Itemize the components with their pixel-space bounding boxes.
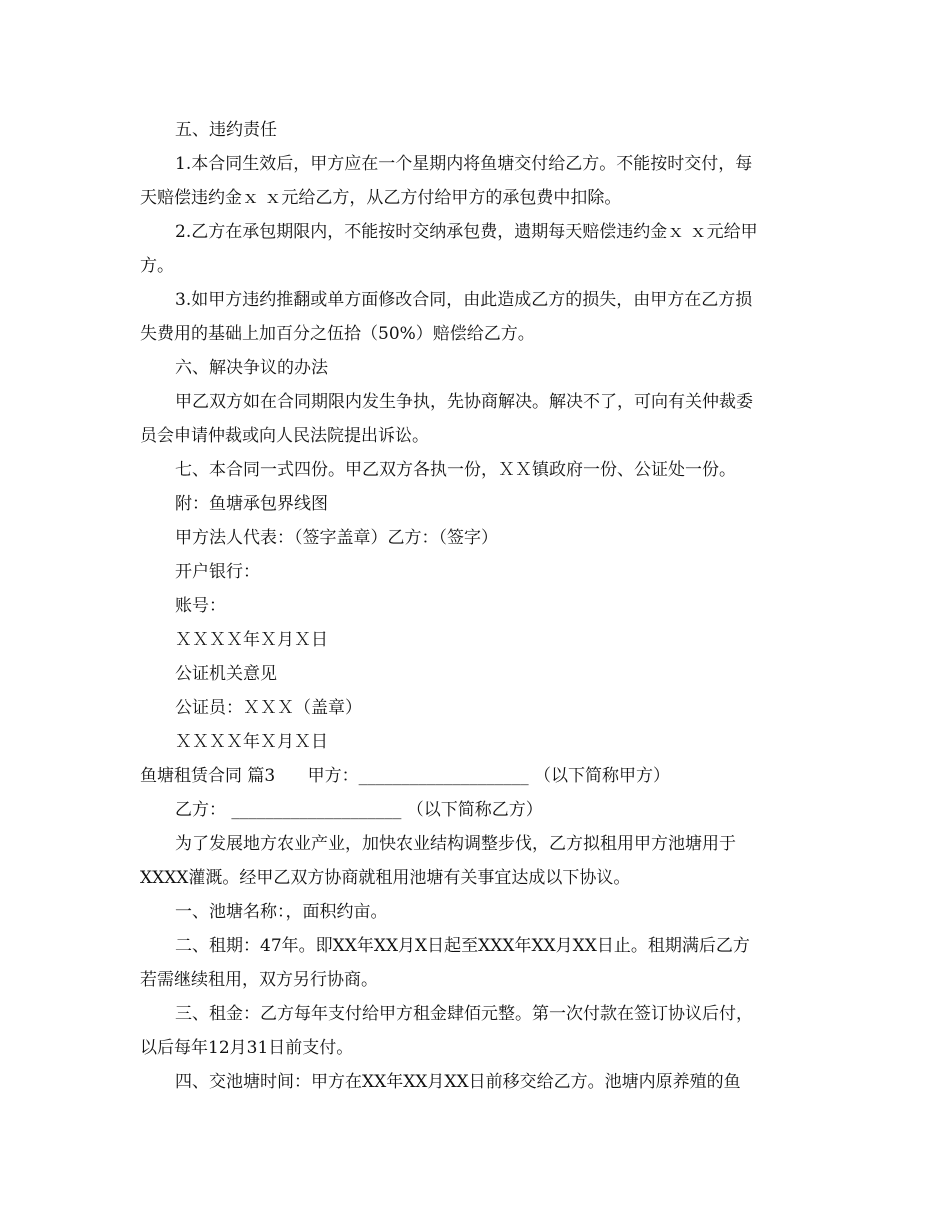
signature-line: 甲方法人代表：（签字盖章）乙方：（签字）: [175, 528, 498, 548]
notary-opinion-line: 公证机关意见: [175, 664, 277, 684]
paragraph-line: 3.如甲方违约推翻或单方面修改合同，由此造成乙方的损失，由甲方在乙方损: [175, 290, 753, 310]
paragraph-line: 天赔偿违约金ｘ ｘ元给乙方，从乙方付给甲方的承包费中扣除。: [140, 188, 622, 208]
section-heading-copies: 七、本合同一式四份。甲乙双方各执一份，ＸＸ镇政府一份、公证处一份。: [175, 460, 736, 480]
paragraph-line: 失费用的基础上加百分之伍拾（50%）赔偿给乙方。: [140, 324, 535, 344]
paragraph-line: 若需继续租用，双方另行协商。: [140, 970, 378, 990]
paragraph-line: 甲乙双方如在合同期限内发生争执，先协商解决。解决不了，可向有关仲裁委: [175, 392, 753, 412]
notary-line: 公证员：ＸＸＸ（盖章）: [175, 698, 362, 718]
paragraph-line: XXXX灌溉。经甲乙双方协商就租用池塘有关事宜达成以下协议。: [140, 868, 631, 888]
section-heading-breach-liability: 五、违约责任: [175, 120, 277, 140]
date-line: ＸＸＸＸ年Ｘ月Ｘ日: [175, 732, 328, 752]
date-line: ＸＸＸＸ年Ｘ月Ｘ日: [175, 630, 328, 650]
contract-title-line: 鱼塘租赁合同 篇3 甲方：____________________ （以下简称甲方）: [140, 766, 671, 786]
paragraph-line: 1.本合同生效后，甲方应在一个星期内将鱼塘交付给乙方。不能按时交付，每: [175, 154, 753, 174]
section-heading-dispute: 六、解决争议的办法: [175, 358, 328, 378]
paragraph-line: 员会申请仲裁或向人民法院提出诉讼。: [140, 426, 429, 446]
attachment-line: 附：鱼塘承包界线图: [175, 494, 328, 514]
bank-line: 开户银行：: [175, 562, 260, 582]
account-line: 账号：: [175, 596, 226, 616]
paragraph-line: 为了发展地方农业产业，加快农业结构调整步伐，乙方拟租用甲方池塘用于: [175, 834, 736, 854]
paragraph-line: 方。: [140, 256, 174, 276]
party-b-line: 乙方： ____________________ （以下简称乙方）: [175, 800, 543, 820]
paragraph-line: 以后每年12月31日前支付。: [140, 1038, 354, 1058]
clause-handover: 四、交池塘时间：甲方在XX年XX月XX日前移交给乙方。池塘内原养殖的鱼: [175, 1072, 741, 1092]
clause-rent: 三、租金：乙方每年支付给甲方租金肆佰元整。第一次付款在签订协议后付，: [175, 1004, 753, 1024]
paragraph-line: 2.乙方在承包期限内，不能按时交纳承包费，遗期每天赔偿违约金ｘ ｘ元给甲: [175, 222, 758, 242]
clause-lease-term: 二、租期：47年。即XX年XX月X日起至XXX年XX月XX日止。租期满后乙方: [175, 936, 750, 956]
clause-pond-name: 一、池塘名称：，面积约亩。: [175, 902, 388, 922]
